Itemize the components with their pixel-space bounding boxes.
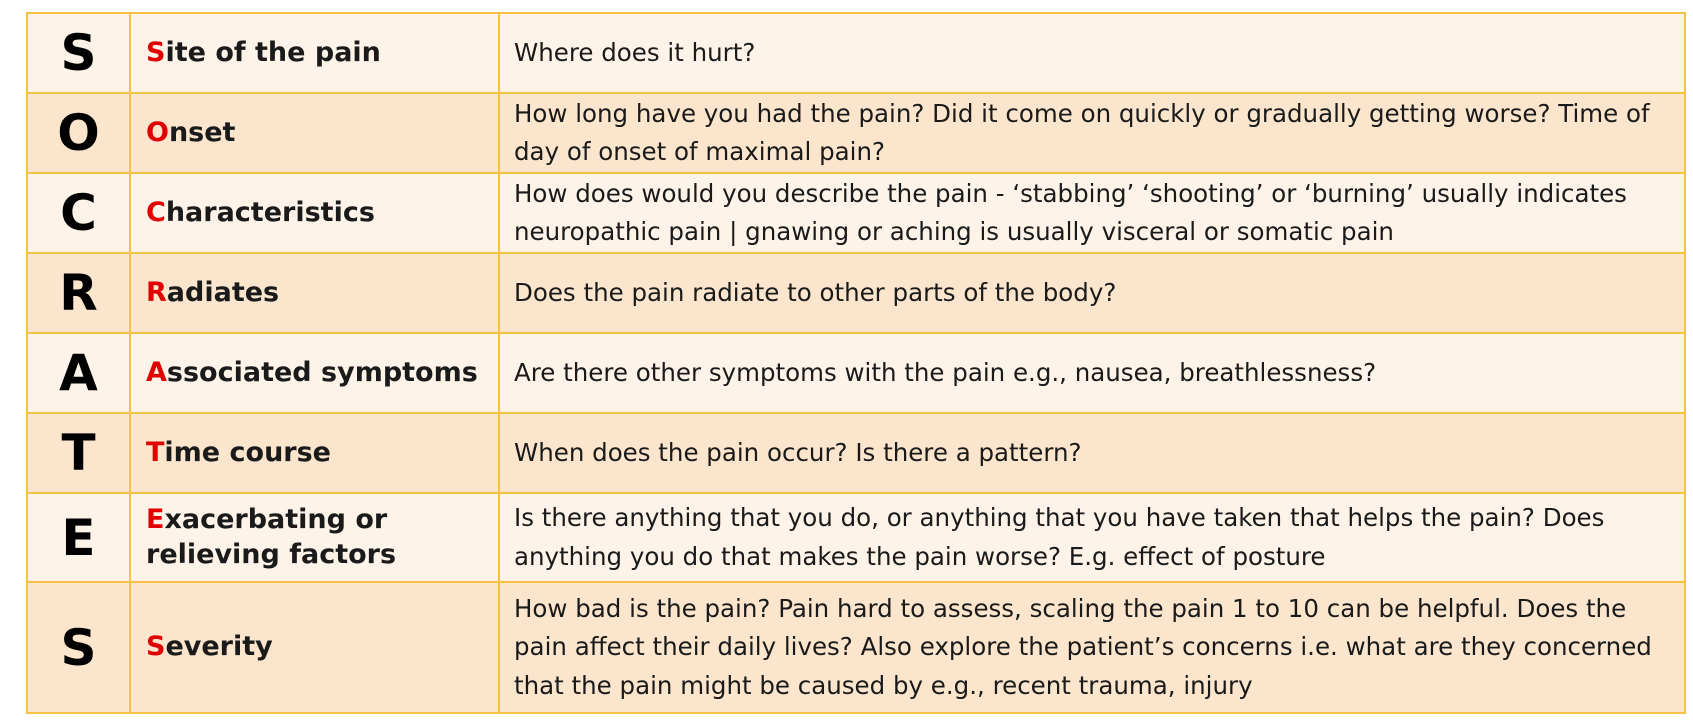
term-initial: O xyxy=(146,116,169,148)
term-rest: haracteristics xyxy=(165,196,375,228)
term-cell xyxy=(130,582,499,713)
term-initial: E xyxy=(146,503,165,535)
acronym-letter: C xyxy=(27,173,130,253)
description-cell: How bad is the pain? Pain hard to assess, scaling the pain 1 to 10 can be helpful. Does the pain affect their daily lives? Also explore the patient’s concerns i.e. what are they concerned that the pain might be caused by e.g., recent trauma, injury xyxy=(499,582,1685,713)
term-rest: ssociated symptoms xyxy=(166,356,478,388)
acronym-letter: R xyxy=(27,253,130,333)
acronym-letter: O xyxy=(27,93,130,173)
term-rest: everity xyxy=(165,631,273,663)
term-initial: T xyxy=(146,436,165,468)
acronym-letter: E xyxy=(27,493,130,582)
term-cell xyxy=(130,173,499,253)
table-row xyxy=(27,582,1685,713)
table-row xyxy=(27,493,1685,582)
table-row xyxy=(27,413,1685,493)
term-cell xyxy=(130,93,499,173)
description-cell: How does would you describe the pain - ‘stabbing’ ‘shooting’ or ‘burning’ usually indicates neuropathic pain | gnawing or aching is usually visceral or somatic pain xyxy=(499,173,1685,253)
term-cell xyxy=(130,493,499,582)
term-initial: S xyxy=(146,631,166,663)
table-row xyxy=(27,253,1685,333)
description-cell: Is there anything that you do, or anything that you have taken that helps the pain? Does anything you do that makes the pain worse? E.g. effect of posture xyxy=(499,493,1685,582)
term-initial: R xyxy=(146,276,167,308)
term-initial: C xyxy=(146,196,166,228)
term-rest: ime course xyxy=(164,436,331,468)
description-cell: Where does it hurt? xyxy=(499,13,1685,93)
acronym-letter: S xyxy=(27,582,130,713)
acronym-letter: S xyxy=(27,13,130,93)
table-row xyxy=(27,13,1685,93)
term-rest: adiates xyxy=(166,276,280,308)
description-cell: How long have you had the pain? Did it come on quickly or gradually getting worse? Time of day of onset of maximal pain? xyxy=(499,93,1685,173)
term-cell xyxy=(130,13,499,93)
table-row xyxy=(27,93,1685,173)
socrates-table-container xyxy=(26,12,1686,712)
table-row xyxy=(27,333,1685,413)
acronym-letter: A xyxy=(27,333,130,413)
description-cell: Are there other symptoms with the pain e.g., nausea, breathlessness? xyxy=(499,333,1685,413)
description-cell: When does the pain occur? Is there a pattern? xyxy=(499,413,1685,493)
socrates-table xyxy=(26,12,1686,714)
term-rest: nset xyxy=(168,116,236,148)
term-rest: ite of the pain xyxy=(165,36,381,68)
term-rest: xacerbating or relieving factors xyxy=(146,503,397,570)
term-cell xyxy=(130,333,499,413)
acronym-letter: T xyxy=(27,413,130,493)
term-initial: S xyxy=(146,36,166,68)
table-row xyxy=(27,173,1685,253)
term-cell xyxy=(130,253,499,333)
term-cell xyxy=(130,413,499,493)
description-cell: Does the pain radiate to other parts of the body? xyxy=(499,253,1685,333)
term-initial: A xyxy=(146,356,167,388)
